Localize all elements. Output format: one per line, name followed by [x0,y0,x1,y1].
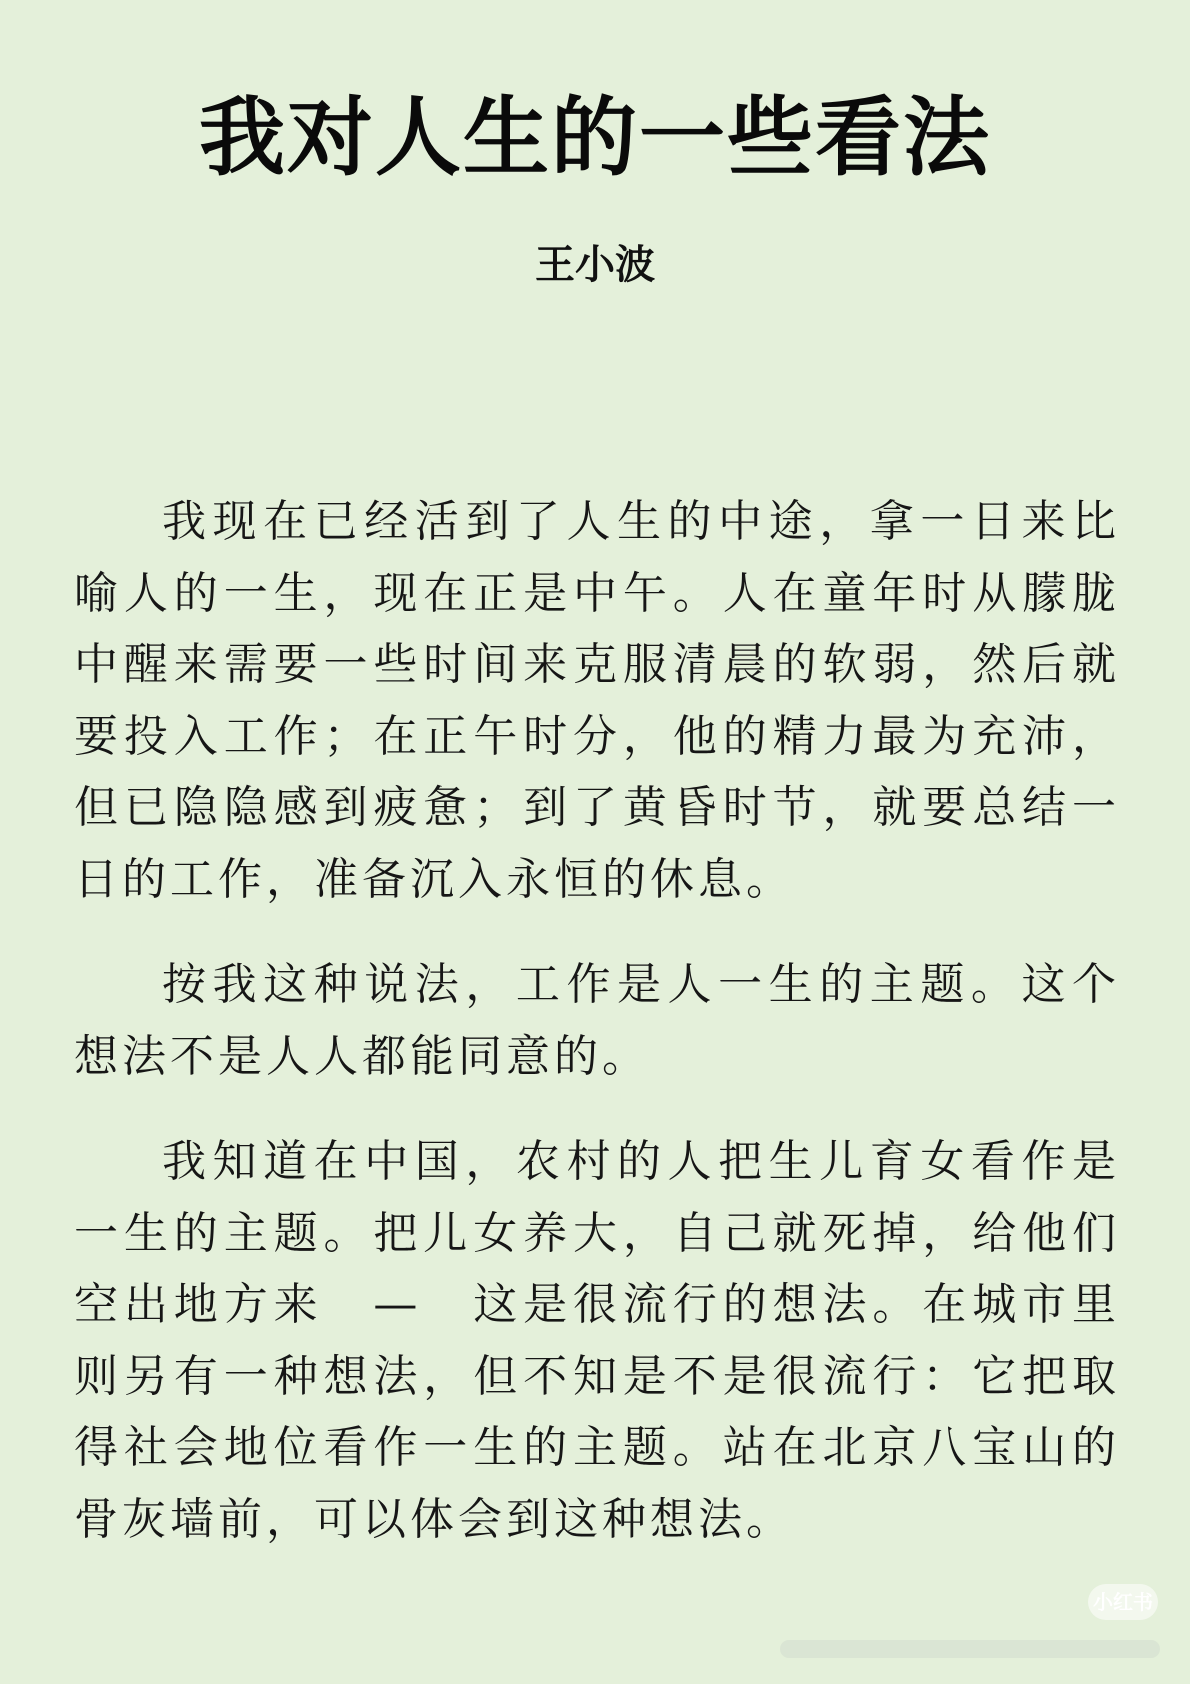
paragraph-1: 我现在已经活到了人生的中途，拿一日来比喻人的一生，现在正是中午。人在童年时从朦胧中醒来需要一些时间来克服清晨的软弱，然后就要投入工作；在正午时分，他的精力最为充沛，但已隐隐感到疲惫；到了黄昏时节，就要总结一日的工作，准备沉入永恒的休息。 [74,496,1120,905]
paragraph-3: 我知道在中国，农村的人把生儿育女看作是一生的主题。把儿女养大，自己就死掉，给他们空出地方来 — 这是很流行的想法。在城市里则另有一种想法，但不知是不是很流行：它把取得社会地位看作一生的主题。站在北京八宝山的骨灰墙前，可以体会到这种想法。 [74,1136,1120,1545]
author-name: 王小波 [535,242,655,288]
paragraph-2: 按我这种说法，工作是人一生的主题。这个想法不是人人都能同意的。 [74,959,1120,1082]
page-title: 我对人生的一些看法 [199,88,991,188]
article-body [74,486,1120,1589]
xiaohongshu-watermark: 小红书 [1088,1584,1158,1620]
footer-blur-strip [780,1640,1160,1658]
